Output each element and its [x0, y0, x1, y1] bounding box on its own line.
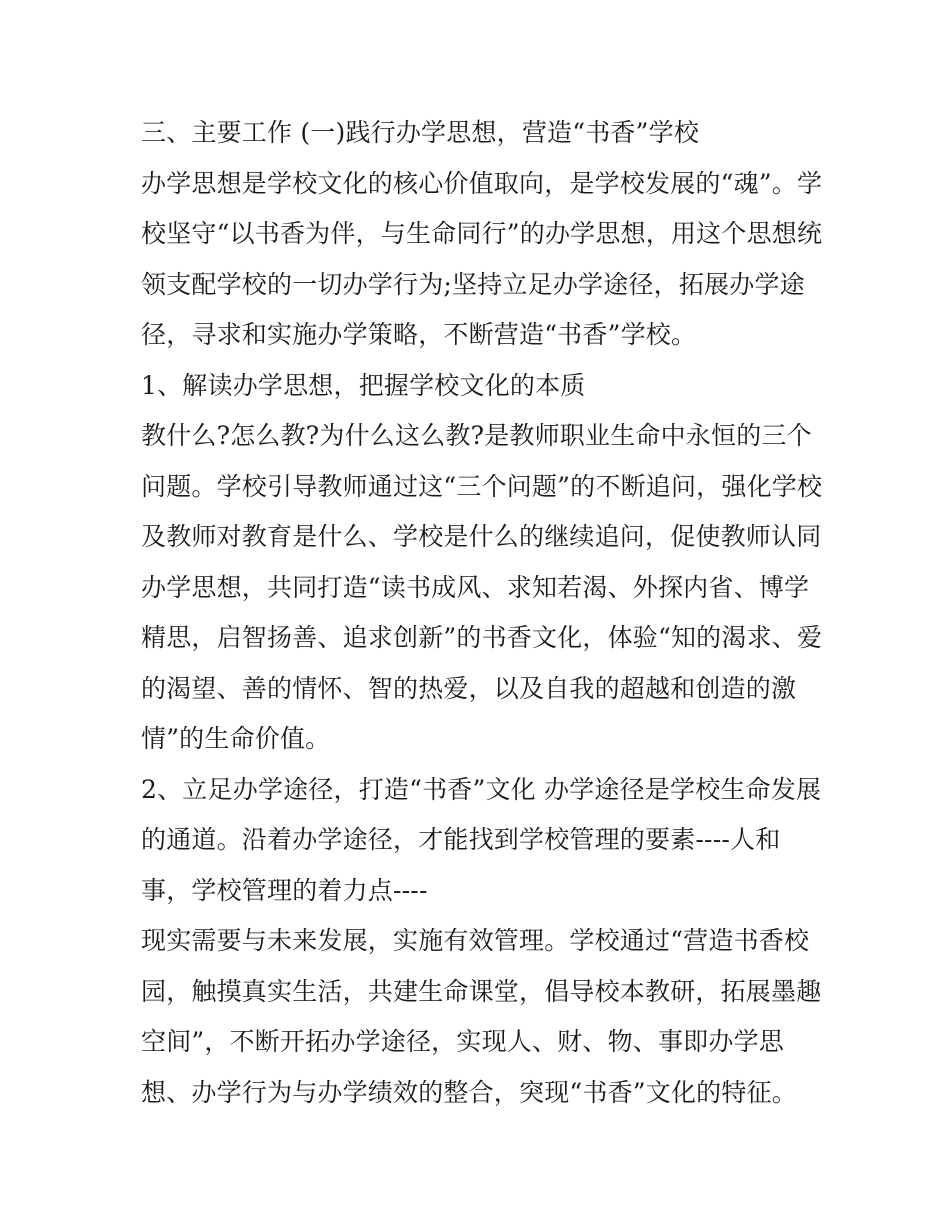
subsection-heading-2: 2、立足办学途径，打造“书香”文化 办学途径是学校生命发展 [141, 774, 822, 804]
text-line: 及教师对教育是什么、学校是什么的继续追问，促使教师认同 [141, 522, 822, 551]
text-line: 现实需要与未来发展，实施有效管理。学校通过“营造书香校 [141, 926, 810, 955]
text-line: 的渴望、善的情怀、智的热爱，以及自我的超越和创造的激 [141, 673, 797, 703]
text-line: 想、办学行为与办学绩效的整合，突现“书香”文化的特征。 [141, 1077, 797, 1107]
text-line: 领支配学校的一切办学行为;坚持立足办学途径，拓展办学途 [141, 269, 805, 299]
text-line: 办学思想，共同打造“读书成风、求知若渴、外探内省、博学 [141, 572, 810, 602]
text-line: 精思，启智扬善、追求创新”的书香文化，体验“知的渴求、爱 [141, 623, 823, 652]
text-line: 园，触摸真实生活，共建生命课堂，倡导校本教研，拓展墨趣 [141, 976, 822, 1006]
text-line: 事，学校管理的着力点---- [141, 875, 428, 905]
document-body [141, 108, 821, 1118]
text-line: 办学思想是学校文化的核心价值取向，是学校发展的“魂”。学 [141, 168, 823, 198]
text-line: 情”的生命价值。 [141, 724, 331, 753]
text-line: 空间”，不断开拓办学途径，实现人、财、物、事即办学思 [141, 1027, 784, 1056]
section-heading: 三、主要工作 (一)践行办学思想，营造“书香”学校 [141, 118, 700, 147]
text-line: 校坚守“以书香为伴，与生命同行”的办学思想，用这个思想统 [141, 219, 823, 248]
subsection-heading-1: 1、解读办学思想，把握学校文化的本质 [141, 370, 586, 400]
text-line: 的通道。沿着办学途径，才能找到学校管理的要素----人和 [141, 825, 781, 854]
text-line: 教什么?怎么教?为什么这么教?是教师职业生命中永恒的三个 [141, 421, 812, 450]
text-line: 问题。学校引导教师通过这“三个问题”的不断追问，强化学校 [141, 471, 823, 501]
text-line: 径，寻求和实施办学策略，不断营造“书香”学校。 [141, 320, 697, 349]
